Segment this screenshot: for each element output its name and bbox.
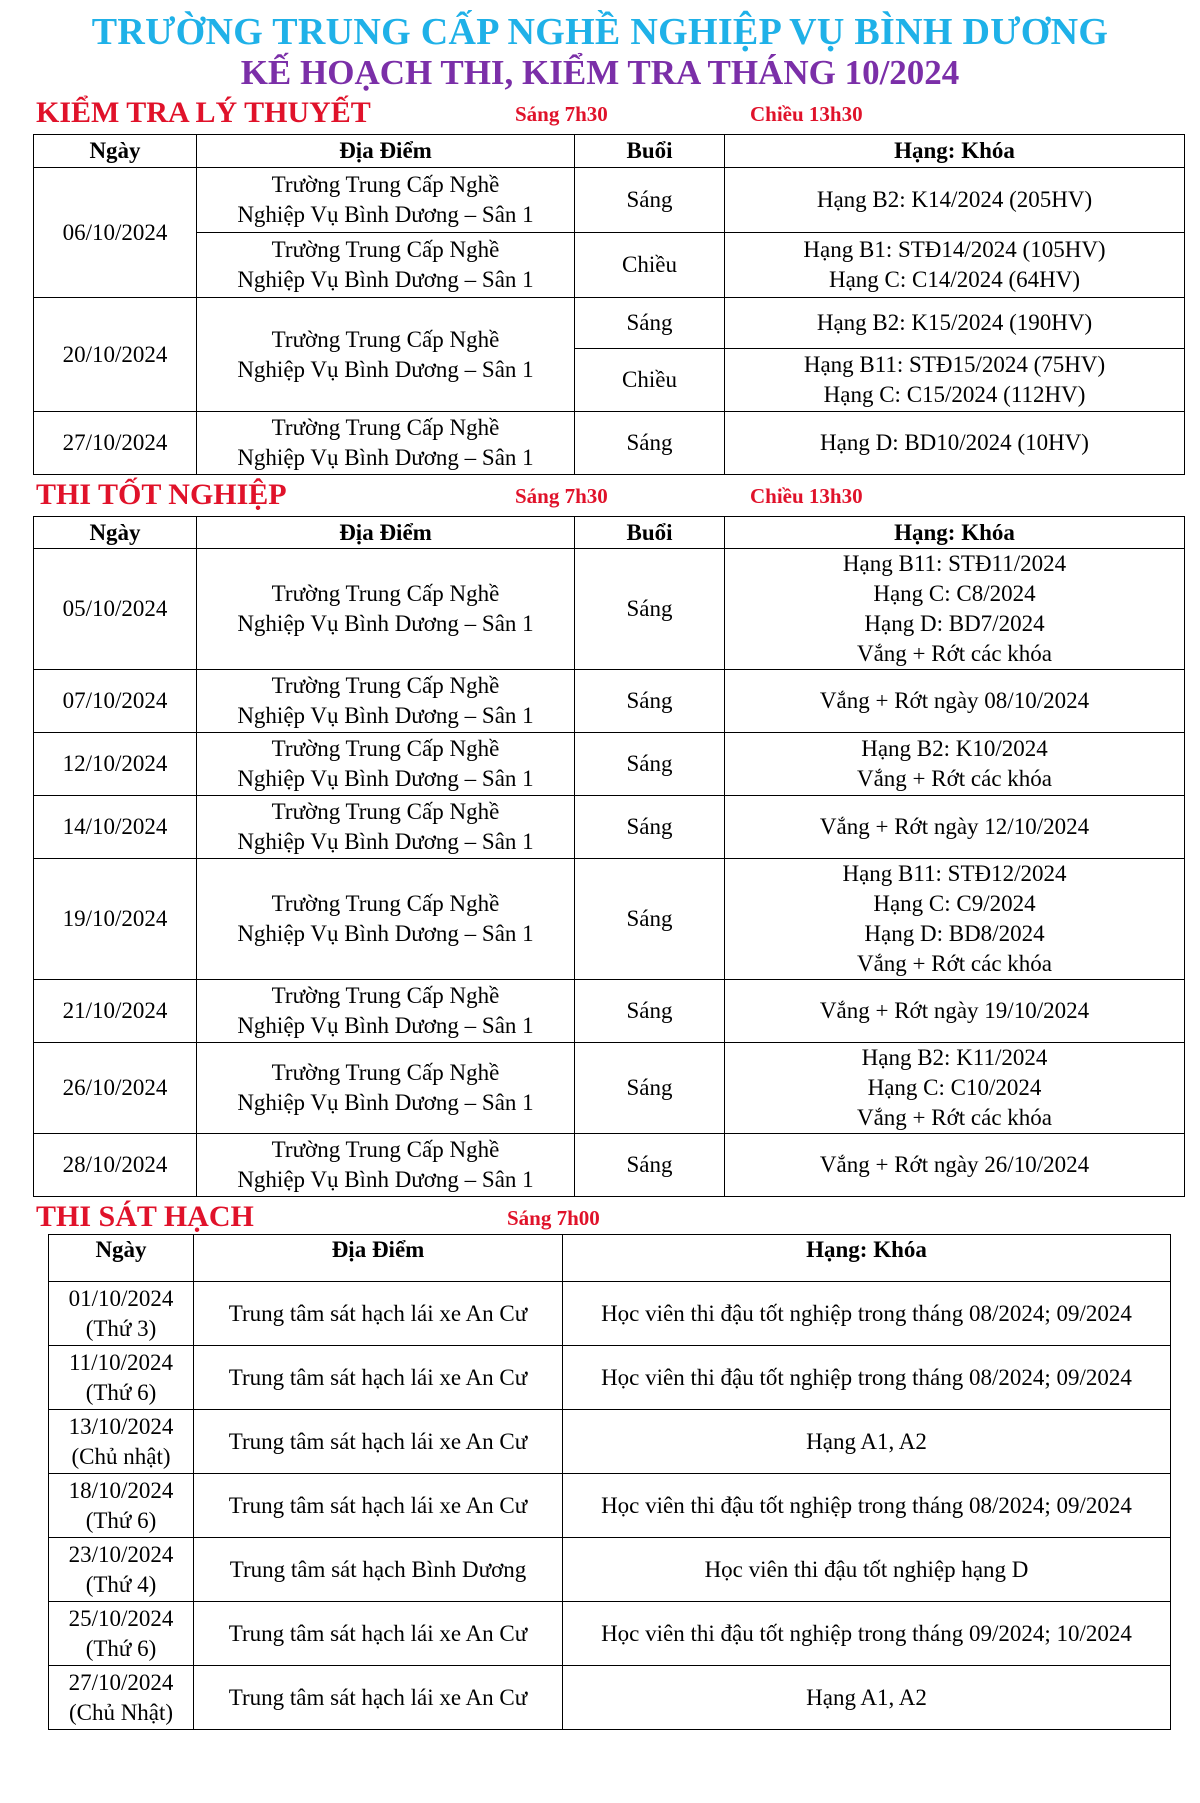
session-cell: Sáng — [575, 859, 725, 980]
header-class: Hạng: Khóa — [563, 1235, 1171, 1282]
header-location: Địa Điểm — [197, 517, 575, 549]
header-date: Ngày — [34, 517, 197, 549]
location-cell: Trường Trung Cấp Nghề Nghiệp Vụ Bình Dương – Sân 1 — [197, 980, 575, 1043]
plan-title: KẾ HOẠCH THI, KIỂM TRA THÁNG 10/2024 — [240, 53, 960, 92]
table-row — [49, 1282, 1171, 1346]
class-cell: Học viên thi đậu tốt nghiệp hạng D — [563, 1538, 1171, 1602]
session-cell: Sáng — [575, 670, 725, 733]
header-date: Ngày — [49, 1235, 194, 1282]
class-cell: Vắng + Rớt ngày 26/10/2024 — [725, 1134, 1185, 1197]
table-row — [34, 1134, 1185, 1197]
class-cell: Hạng B2: K11/2024 Hạng C: C10/2024 Vắng + Rớt các khóa — [725, 1043, 1185, 1134]
date-cell: 23/10/2024 (Thứ 4) — [49, 1538, 194, 1602]
class-cell: Hạng B2: K15/2024 (190HV) — [725, 298, 1185, 349]
class-cell: Vắng + Rớt ngày 12/10/2024 — [725, 796, 1185, 859]
session-cell: Sáng — [575, 796, 725, 859]
header-location: Địa Điểm — [194, 1235, 563, 1282]
header-location: Địa Điểm — [197, 135, 575, 168]
date-cell: 11/10/2024 (Thứ 6) — [49, 1346, 194, 1410]
class-cell: Vắng + Rớt ngày 19/10/2024 — [725, 980, 1185, 1043]
header-session: Buổi — [575, 517, 725, 549]
class-cell: Học viên thi đậu tốt nghiệp trong tháng 08/2024; 09/2024 — [563, 1346, 1171, 1410]
graduation-title: THI TỐT NGHIỆP — [36, 478, 287, 511]
table-row — [49, 1602, 1171, 1666]
location-cell: Trung tâm sát hạch lái xe An Cư — [194, 1282, 563, 1346]
location-cell: Trung tâm sát hạch lái xe An Cư — [194, 1346, 563, 1410]
class-cell: Hạng B11: STĐ12/2024 Hạng C: C9/2024 Hạng D: BD8/2024 Vắng + Rớt các khóa — [725, 859, 1185, 980]
session-cell: Sáng — [575, 733, 725, 796]
table-row — [49, 1666, 1171, 1730]
class-cell: Học viên thi đậu tốt nghiệp trong tháng 08/2024; 09/2024 — [563, 1282, 1171, 1346]
location-cell: Trường Trung Cấp Nghề Nghiệp Vụ Bình Dương – Sân 1 — [197, 1043, 575, 1134]
location-cell: Trường Trung Cấp Nghề Nghiệp Vụ Bình Dương – Sân 1 — [197, 1134, 575, 1197]
date-cell: 06/10/2024 — [34, 168, 197, 298]
table-row — [34, 733, 1185, 796]
date-cell: 07/10/2024 — [34, 670, 197, 733]
location-cell: Trung tâm sát hạch lái xe An Cư — [194, 1666, 563, 1730]
table-row — [34, 1043, 1185, 1134]
table-row — [34, 859, 1185, 980]
class-cell: Hạng B11: STĐ11/2024 Hạng C: C8/2024 Hạng D: BD7/2024 Vắng + Rớt các khóa — [725, 549, 1185, 670]
graduation-morning-time: Sáng 7h30 — [515, 484, 608, 508]
location-cell: Trường Trung Cấp Nghề Nghiệp Vụ Bình Dương – Sân 1 — [197, 796, 575, 859]
location-cell: Trường Trung Cấp Nghề Nghiệp Vụ Bình Dương – Sân 1 — [197, 670, 575, 733]
header-class: Hạng: Khóa — [725, 135, 1185, 168]
table-row — [34, 168, 1185, 233]
location-cell: Trường Trung Cấp Nghề Nghiệp Vụ Bình Dương – Sân 1 — [197, 549, 575, 670]
theory-section-header — [36, 96, 1186, 130]
class-cell: Học viên thi đậu tốt nghiệp trong tháng 09/2024; 10/2024 — [563, 1602, 1171, 1666]
session-cell: Sáng — [575, 168, 725, 233]
session-cell: Sáng — [575, 298, 725, 349]
table-row — [34, 233, 1185, 298]
date-cell: 13/10/2024 (Chủ nhật) — [49, 1410, 194, 1474]
location-cell: Trung tâm sát hạch Bình Dương — [194, 1538, 563, 1602]
table-row — [34, 980, 1185, 1043]
location-cell: Trường Trung Cấp Nghề Nghiệp Vụ Bình Dương – Sân 1 — [197, 233, 575, 298]
session-cell: Chiều — [575, 233, 725, 298]
session-cell: Sáng — [575, 1134, 725, 1197]
table-row — [34, 298, 1185, 349]
location-cell: Trung tâm sát hạch lái xe An Cư — [194, 1602, 563, 1666]
table-row — [49, 1538, 1171, 1602]
date-cell: 27/10/2024 — [34, 412, 197, 475]
school-title: TRƯỜNG TRUNG CẤP NGHỀ NGHIỆP VỤ BÌNH DƯƠNG — [91, 11, 1109, 53]
session-cell: Sáng — [575, 549, 725, 670]
session-cell: Sáng — [575, 1043, 725, 1134]
class-cell: Hạng B2: K10/2024 Vắng + Rớt các khóa — [725, 733, 1185, 796]
location-cell: Trường Trung Cấp Nghề Nghiệp Vụ Bình Dương – Sân 1 — [197, 168, 575, 233]
class-cell: Học viên thi đậu tốt nghiệp trong tháng 08/2024; 09/2024 — [563, 1474, 1171, 1538]
location-cell: Trường Trung Cấp Nghề Nghiệp Vụ Bình Dương – Sân 1 — [197, 733, 575, 796]
date-cell: 01/10/2024 (Thứ 3) — [49, 1282, 194, 1346]
date-cell: 05/10/2024 — [34, 549, 197, 670]
theory-table — [33, 134, 1185, 475]
licensing-title: THI SÁT HẠCH — [36, 1200, 254, 1233]
date-cell: 19/10/2024 — [34, 859, 197, 980]
class-cell: Hạng A1, A2 — [563, 1666, 1171, 1730]
location-cell: Trung tâm sát hạch lái xe An Cư — [194, 1410, 563, 1474]
header-class: Hạng: Khóa — [725, 517, 1185, 549]
class-cell: Hạng B2: K14/2024 (205HV) — [725, 168, 1185, 233]
class-cell: Hạng A1, A2 — [563, 1410, 1171, 1474]
table-row — [49, 1346, 1171, 1410]
location-cell: Trường Trung Cấp Nghề Nghiệp Vụ Bình Dương – Sân 1 — [197, 859, 575, 980]
date-cell: 21/10/2024 — [34, 980, 197, 1043]
graduation-afternoon-time: Chiều 13h30 — [750, 484, 863, 508]
header-date: Ngày — [34, 135, 197, 168]
session-cell: Chiều — [575, 349, 725, 412]
licensing-table — [48, 1234, 1171, 1730]
session-cell: Sáng — [575, 412, 725, 475]
licensing-morning-time: Sáng 7h00 — [507, 1206, 600, 1230]
licensing-section-header — [36, 1200, 1186, 1234]
date-cell: 28/10/2024 — [34, 1134, 197, 1197]
graduation-section-header — [36, 478, 1186, 512]
table-row — [34, 549, 1185, 670]
date-cell: 27/10/2024 (Chủ Nhật) — [49, 1666, 194, 1730]
class-cell: Hạng B11: STĐ15/2024 (75HV) Hạng C: C15/2024 (112HV) — [725, 349, 1185, 412]
session-cell: Sáng — [575, 980, 725, 1043]
date-cell: 18/10/2024 (Thứ 6) — [49, 1474, 194, 1538]
theory-afternoon-time: Chiều 13h30 — [750, 102, 863, 126]
header-session: Buổi — [575, 135, 725, 168]
date-cell: 26/10/2024 — [34, 1043, 197, 1134]
location-cell: Trường Trung Cấp Nghề Nghiệp Vụ Bình Dương – Sân 1 — [197, 298, 575, 412]
table-row — [34, 796, 1185, 859]
class-cell: Hạng B1: STĐ14/2024 (105HV) Hạng C: C14/2024 (64HV) — [725, 233, 1185, 298]
location-cell: Trung tâm sát hạch lái xe An Cư — [194, 1474, 563, 1538]
table-row — [34, 670, 1185, 733]
theory-title: KIỂM TRA LÝ THUYẾT — [36, 96, 371, 129]
graduation-table — [33, 516, 1185, 1197]
class-cell: Vắng + Rớt ngày 08/10/2024 — [725, 670, 1185, 733]
date-cell: 14/10/2024 — [34, 796, 197, 859]
date-cell: 12/10/2024 — [34, 733, 197, 796]
table-row — [49, 1474, 1171, 1538]
date-cell: 20/10/2024 — [34, 298, 197, 412]
location-cell: Trường Trung Cấp Nghề Nghiệp Vụ Bình Dương – Sân 1 — [197, 412, 575, 475]
table-row — [49, 1410, 1171, 1474]
date-cell: 25/10/2024 (Thứ 6) — [49, 1602, 194, 1666]
table-row — [34, 412, 1185, 475]
theory-morning-time: Sáng 7h30 — [515, 102, 608, 126]
class-cell: Hạng D: BD10/2024 (10HV) — [725, 412, 1185, 475]
